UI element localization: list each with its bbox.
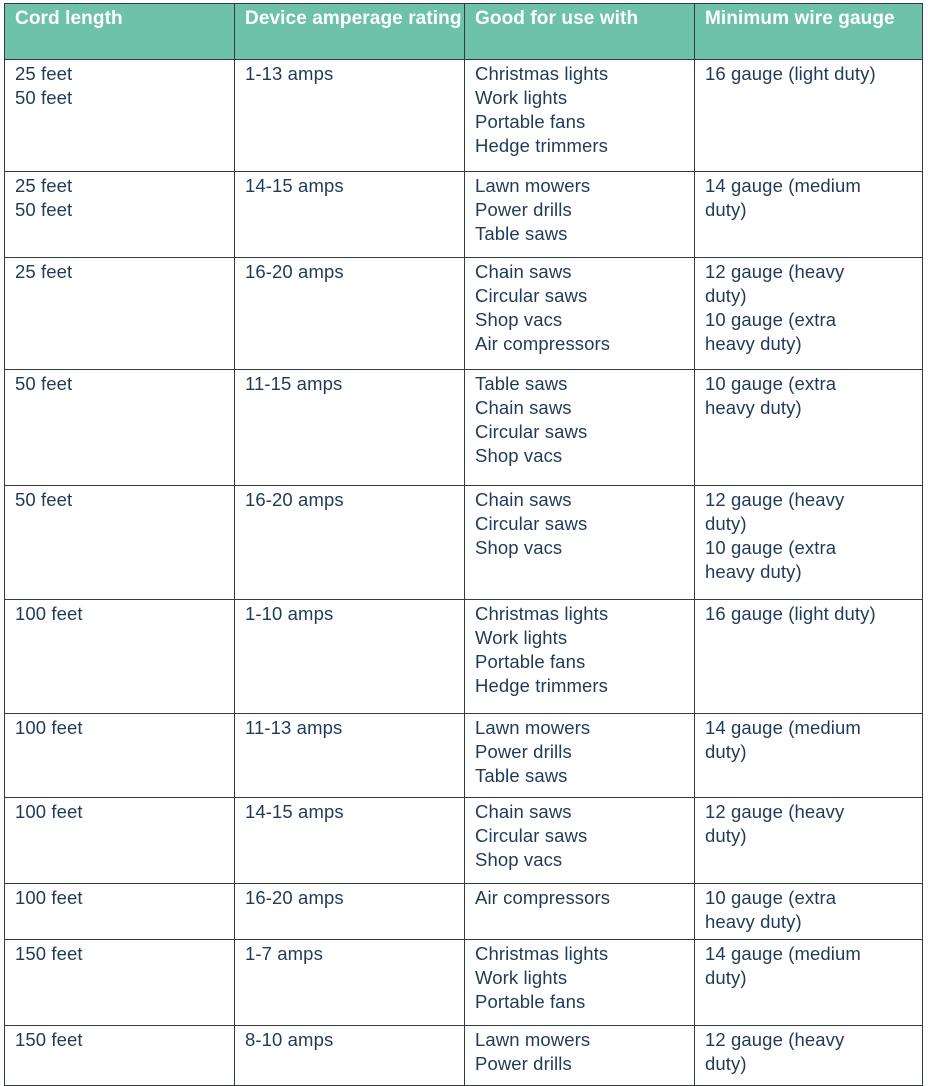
wire-gauge-cell bbox=[695, 940, 923, 1026]
cell-text: 12 gauge (heavy bbox=[705, 1029, 845, 1050]
cell-text: Work lights bbox=[475, 967, 568, 988]
table-row bbox=[5, 940, 923, 1026]
table-row bbox=[5, 1026, 923, 1086]
wire-gauge-cell bbox=[695, 172, 923, 258]
header-cord-length: Cord length bbox=[5, 4, 235, 60]
good-for-cell bbox=[465, 370, 695, 486]
cord-length-cell bbox=[5, 714, 235, 798]
cell-text: 1-13 amps bbox=[245, 63, 334, 84]
amperage-cell bbox=[235, 258, 465, 370]
cell-text: Shop vacs bbox=[475, 537, 563, 558]
cell-text: duty) bbox=[705, 199, 747, 220]
wire-gauge-cell bbox=[695, 714, 923, 798]
cell-text: Table saws bbox=[475, 223, 568, 244]
amperage-cell bbox=[235, 172, 465, 258]
wire-gauge-cell bbox=[695, 486, 923, 600]
cell-text: heavy duty) bbox=[705, 397, 802, 418]
cell-text: Circular saws bbox=[475, 825, 588, 846]
cell-text: Work lights bbox=[475, 87, 568, 108]
cell-text: Power drills bbox=[475, 1053, 572, 1074]
wire-gauge-cell bbox=[695, 60, 923, 172]
amperage-cell bbox=[235, 600, 465, 714]
cell-text: Chain saws bbox=[475, 489, 572, 510]
wire-gauge-cell bbox=[695, 1026, 923, 1086]
good-for-cell bbox=[465, 258, 695, 370]
cell-text: 25 feet bbox=[15, 261, 73, 282]
cell-text: 1-10 amps bbox=[245, 603, 334, 624]
good-for-cell bbox=[465, 1026, 695, 1086]
cell-text: Christmas lights bbox=[475, 603, 609, 624]
cell-text: 12 gauge (heavy bbox=[705, 489, 845, 510]
cell-text: 14 gauge (medium bbox=[705, 717, 861, 738]
cell-text: 16 gauge (light duty) bbox=[705, 603, 876, 624]
amperage-cell bbox=[235, 798, 465, 884]
cord-length-cell bbox=[5, 172, 235, 258]
cell-text: duty) bbox=[705, 741, 747, 762]
cell-text: 16-20 amps bbox=[245, 261, 344, 282]
cell-text: 16-20 amps bbox=[245, 489, 344, 510]
cell-text: 14-15 amps bbox=[245, 175, 344, 196]
cord-length-cell bbox=[5, 884, 235, 940]
good-for-cell bbox=[465, 714, 695, 798]
cell-text: Work lights bbox=[475, 627, 568, 648]
cell-text: 10 gauge (extra bbox=[705, 373, 837, 394]
cell-text: 8-10 amps bbox=[245, 1029, 334, 1050]
good-for-cell bbox=[465, 884, 695, 940]
cell-text: 25 feet bbox=[15, 63, 73, 84]
table-row bbox=[5, 798, 923, 884]
cell-text: 50 feet bbox=[15, 373, 73, 394]
amperage-cell bbox=[235, 60, 465, 172]
header-good-for-use-with: Good for use with bbox=[465, 4, 695, 60]
cell-text: Hedge trimmers bbox=[475, 675, 608, 696]
table-row bbox=[5, 486, 923, 600]
cell-text: Air compressors bbox=[475, 333, 611, 354]
amperage-cell bbox=[235, 884, 465, 940]
cell-text: 11-15 amps bbox=[245, 373, 343, 394]
amperage-cell bbox=[235, 1026, 465, 1086]
cell-text: 150 feet bbox=[15, 943, 83, 964]
cell-text: Chain saws bbox=[475, 397, 572, 418]
amperage-cell bbox=[235, 940, 465, 1026]
cell-text: 12 gauge (heavy bbox=[705, 801, 845, 822]
cell-text: Portable fans bbox=[475, 111, 586, 132]
amperage-cell bbox=[235, 486, 465, 600]
cell-text: 100 feet bbox=[15, 801, 83, 822]
good-for-cell bbox=[465, 486, 695, 600]
table-row bbox=[5, 60, 923, 172]
cord-length-cell bbox=[5, 1026, 235, 1086]
cell-text: 14-15 amps bbox=[245, 801, 344, 822]
extension-cord-table bbox=[4, 3, 923, 1086]
cell-text: 100 feet bbox=[15, 717, 83, 738]
cell-text: 10 gauge (extra bbox=[705, 887, 837, 908]
cell-text: Shop vacs bbox=[475, 849, 563, 870]
wire-gauge-cell bbox=[695, 258, 923, 370]
cell-text: Table saws bbox=[475, 373, 568, 394]
cell-text: Christmas lights bbox=[475, 943, 609, 964]
header-device-amperage-rating: Device amperage rating bbox=[235, 4, 465, 60]
wire-gauge-cell bbox=[695, 798, 923, 884]
cell-text: Circular saws bbox=[475, 513, 588, 534]
cell-text: 100 feet bbox=[15, 887, 83, 908]
table-row bbox=[5, 714, 923, 798]
cord-length-cell bbox=[5, 258, 235, 370]
cell-text: 50 feet bbox=[15, 199, 73, 220]
cell-text: Table saws bbox=[475, 765, 568, 786]
table-row bbox=[5, 600, 923, 714]
cell-text: Power drills bbox=[475, 199, 572, 220]
cell-text: duty) bbox=[705, 513, 747, 534]
cell-text: Portable fans bbox=[475, 651, 586, 672]
cell-text: 16-20 amps bbox=[245, 887, 344, 908]
cell-text: 10 gauge (extra bbox=[705, 537, 837, 558]
cord-length-cell bbox=[5, 370, 235, 486]
cord-length-cell bbox=[5, 486, 235, 600]
cell-text: Chain saws bbox=[475, 261, 572, 282]
cell-text: heavy duty) bbox=[705, 561, 802, 582]
cell-text: Christmas lights bbox=[475, 63, 609, 84]
wire-gauge-cell bbox=[695, 600, 923, 714]
table-header bbox=[5, 4, 923, 60]
good-for-cell bbox=[465, 60, 695, 172]
cell-text: 16 gauge (light duty) bbox=[705, 63, 876, 84]
good-for-cell bbox=[465, 172, 695, 258]
cell-text: Lawn mowers bbox=[475, 717, 591, 738]
cell-text: 50 feet bbox=[15, 87, 73, 108]
cell-text: duty) bbox=[705, 967, 747, 988]
cord-length-cell bbox=[5, 940, 235, 1026]
cell-text: Shop vacs bbox=[475, 309, 563, 330]
cell-text: Circular saws bbox=[475, 285, 588, 306]
cell-text: 11-13 amps bbox=[245, 717, 343, 738]
cell-text: Power drills bbox=[475, 741, 572, 762]
table-row bbox=[5, 172, 923, 258]
cell-text: 100 feet bbox=[15, 603, 83, 624]
cell-text: Shop vacs bbox=[475, 445, 563, 466]
table-row bbox=[5, 370, 923, 486]
cell-text: heavy duty) bbox=[705, 911, 802, 932]
amperage-cell bbox=[235, 370, 465, 486]
cell-text: 14 gauge (medium bbox=[705, 175, 861, 196]
cell-text: 14 gauge (medium bbox=[705, 943, 861, 964]
good-for-cell bbox=[465, 798, 695, 884]
cell-text: duty) bbox=[705, 1053, 747, 1074]
cell-text: Lawn mowers bbox=[475, 1029, 591, 1050]
wire-gauge-cell bbox=[695, 884, 923, 940]
good-for-cell bbox=[465, 940, 695, 1026]
cell-text: 12 gauge (heavy bbox=[705, 261, 845, 282]
cell-text: Portable fans bbox=[475, 991, 586, 1012]
cell-text: 10 gauge (extra bbox=[705, 309, 837, 330]
good-for-cell bbox=[465, 600, 695, 714]
cell-text: 150 feet bbox=[15, 1029, 83, 1050]
wire-gauge-cell bbox=[695, 370, 923, 486]
cell-text: Lawn mowers bbox=[475, 175, 591, 196]
cell-text: duty) bbox=[705, 825, 747, 846]
cell-text: heavy duty) bbox=[705, 333, 802, 354]
cell-text: Hedge trimmers bbox=[475, 135, 608, 156]
cell-text: 25 feet bbox=[15, 175, 73, 196]
cell-text: 1-7 amps bbox=[245, 943, 323, 964]
cell-text: Circular saws bbox=[475, 421, 588, 442]
table-body bbox=[5, 60, 923, 1086]
table-row bbox=[5, 258, 923, 370]
cord-length-cell bbox=[5, 60, 235, 172]
amperage-cell bbox=[235, 714, 465, 798]
table-row bbox=[5, 884, 923, 940]
cell-text: 50 feet bbox=[15, 489, 73, 510]
cord-length-cell bbox=[5, 600, 235, 714]
cell-text: duty) bbox=[705, 285, 747, 306]
cell-text: Chain saws bbox=[475, 801, 572, 822]
cord-length-cell bbox=[5, 798, 235, 884]
cell-text: Air compressors bbox=[475, 887, 611, 908]
header-minimum-wire-gauge: Minimum wire gauge bbox=[695, 4, 923, 60]
header-row bbox=[5, 4, 923, 60]
